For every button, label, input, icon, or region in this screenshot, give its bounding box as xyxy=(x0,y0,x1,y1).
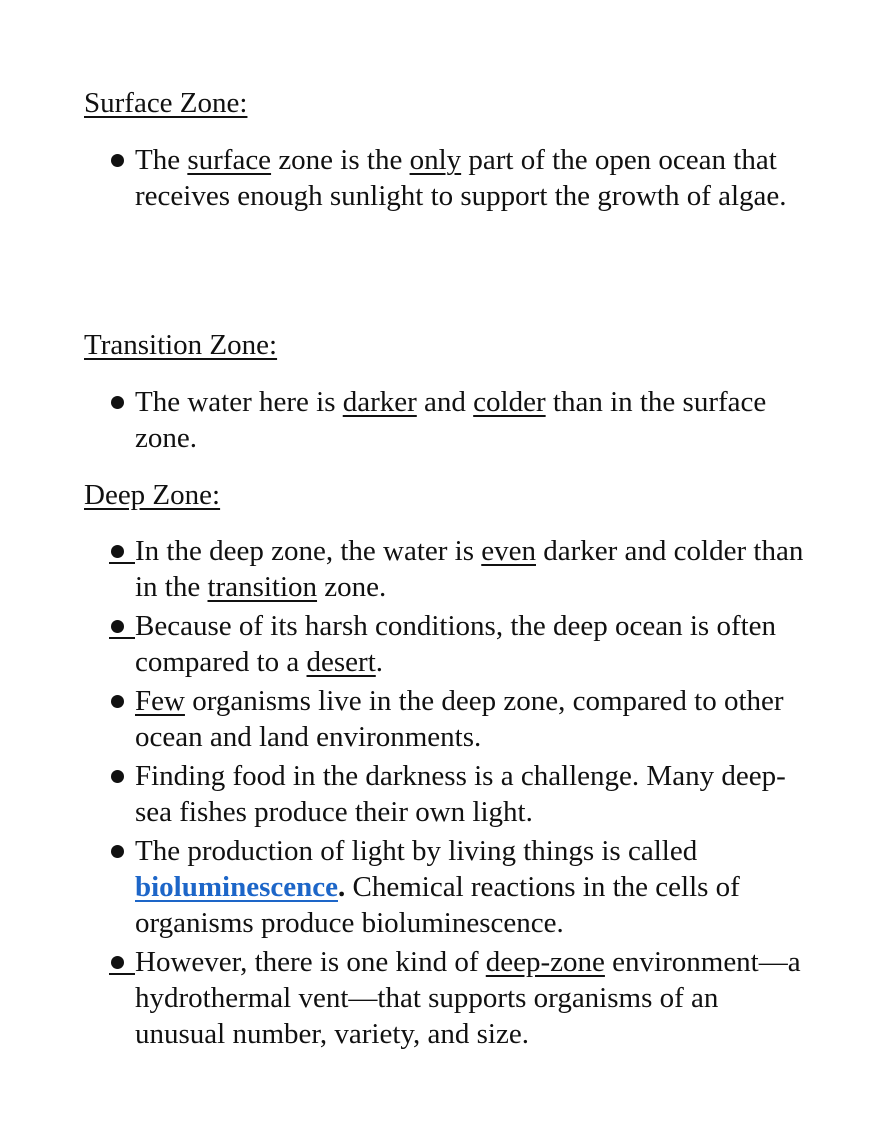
text: Because of its harsh conditions, the deep ocean is often compared to a xyxy=(135,610,777,678)
text: organisms live in the deep zone, compared to other ocean and land environments. xyxy=(135,685,784,753)
list-item xyxy=(0,758,815,830)
text: . xyxy=(375,646,384,678)
bioluminescence-link[interactable]: bioluminescence xyxy=(135,871,338,903)
underlined-text: even xyxy=(481,535,536,567)
transition-zone-list xyxy=(0,384,880,456)
list-item xyxy=(0,533,815,605)
text: zone. xyxy=(317,571,387,603)
surface-zone-heading: Surface Zone: xyxy=(84,87,248,119)
underlined-text: deep-zone xyxy=(485,946,605,978)
list-item xyxy=(0,833,815,941)
text: The water here is xyxy=(135,386,343,418)
underlined-text: surface xyxy=(187,144,272,176)
text: zone is the xyxy=(271,144,410,176)
underlined-text: transition xyxy=(207,571,318,603)
text: However, there is one kind of xyxy=(135,946,486,978)
list-item xyxy=(0,384,815,456)
text: than in the surface zone. xyxy=(135,386,767,454)
bold-period: . xyxy=(338,871,346,903)
surface-zone-list xyxy=(0,142,880,214)
underlined-text: desert xyxy=(306,646,376,678)
text: Chemical reactions in the cells of organisms produce bioluminescence. xyxy=(135,871,740,939)
text: In the deep zone, the water is xyxy=(135,535,482,567)
list-item xyxy=(0,142,815,214)
text: part of the open ocean that receives enough sunlight to support the growth of algae. xyxy=(135,144,787,212)
text: and xyxy=(416,386,474,418)
text: Finding food in the darkness is a challenge. Many deep-sea fishes produce their own light. xyxy=(135,760,786,828)
list-item xyxy=(0,683,815,755)
underlined-text: only xyxy=(409,144,462,176)
list-item xyxy=(0,608,815,680)
text: environment—a hydrothermal vent—that supports organisms of an unusual number, variety, and size. xyxy=(135,946,801,1050)
text: The xyxy=(135,144,188,176)
deep-zone-heading: Deep Zone: xyxy=(84,479,221,511)
list-item xyxy=(0,944,815,1052)
underlined-text: Few xyxy=(135,685,185,717)
transition-zone-heading: Transition Zone: xyxy=(84,329,278,361)
deep-zone-list xyxy=(0,533,880,1052)
underlined-text: colder xyxy=(473,386,546,418)
text: The production of light by living things is called xyxy=(135,835,698,867)
text: darker and colder than in the xyxy=(135,535,804,603)
underlined-text: darker xyxy=(342,386,417,418)
